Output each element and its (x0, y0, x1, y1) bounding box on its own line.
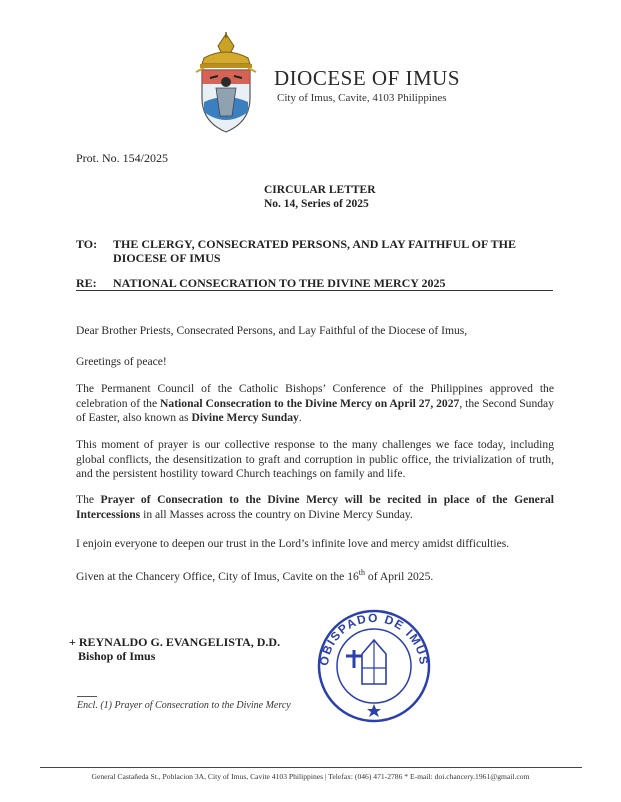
protocol-number: Prot. No. 154/2025 (76, 151, 169, 165)
paragraph-1 (76, 382, 554, 426)
paragraph-2: This moment of prayer is our collective response to the many challenges we face today, including global conflicts, the desensitization to graft and corruption in public office, the trivialization of truth, and the persistent hostility toward Church teachings on family and life. (76, 438, 554, 481)
p1-text-a: The Permanent Council of the Catholic Bishops’ Conference of the Philippines approved the celebration of the (76, 382, 554, 410)
p1-text-e: . (298, 411, 302, 425)
subject-divider (76, 290, 553, 291)
salutation: Dear Brother Priests, Consecrated Persons, and Lay Faithful of the Diocese of Imus, (76, 324, 468, 337)
p3-bold: Prayer of Consecration to the Divine Mercy will be recited in place of the General Intercessions (76, 493, 554, 521)
greeting: Greetings of peace! (76, 355, 167, 368)
p1-bold-sunday: Divine Mercy Sunday (191, 411, 299, 425)
diocese-address: City of Imus, Cavite, 4103 Philippines (277, 92, 447, 104)
re-label: RE: (76, 276, 97, 290)
paragraph-3 (76, 493, 554, 522)
circular-title: CIRCULAR LETTER (264, 184, 376, 196)
footer-contact: General Castañeda St., Poblacion 3A, City of Imus, Cavite 4103 Philippines | Telefax: (046) 471-2786 * E-mail: doi.chancery.1961@gmail.com (91, 772, 530, 781)
p3-text-a: The (76, 493, 101, 506)
circular-number: No. 14, Series of 2025 (264, 198, 369, 210)
p3-text-c: in all Masses across the country on Divine Mercy Sunday. (140, 507, 413, 521)
re-subject: NATIONAL CONSECRATION TO THE DIVINE MERCY 2025 (113, 276, 446, 290)
signatory-title: Bishop of Imus (78, 649, 156, 663)
p1-text-c: , the Second Sunday of Easter, also known as (76, 396, 555, 425)
to-label: TO: (76, 237, 98, 251)
p5-text-b: of April 2025. (365, 569, 434, 583)
enclosure-note: Encl. (1) Prayer of Consecration to the Divine Mercy (77, 700, 291, 711)
to-recipients: THE CLERGY, CONSECRATED PERSONS, AND LAY FAITHFUL OF THE DIOCESE OF IMUS (113, 237, 516, 265)
seal-text: OBISPADO DE IMUS (316, 610, 432, 667)
p1-bold-date: National Consecration to the Divine Mercy on April 27, 2027 (160, 396, 460, 410)
diocese-crest-logo (190, 32, 262, 134)
p5-text-a: Given at the Chancery Office, City of Imus, Cavite on the 16 (76, 569, 359, 583)
paragraph-4: I enjoin everyone to deepen our trust in the Lord’s infinite love and mercy amidst difficulties. (76, 537, 510, 550)
signatory-name: + REYNALDO G. EVANGELISTA, D.D. (69, 635, 281, 649)
diocese-title: DIOCESE OF IMUS (274, 66, 461, 90)
circular-heading (264, 183, 376, 211)
enclosure-divider (77, 696, 97, 697)
p5-superscript: th (358, 568, 366, 577)
footer-divider (40, 767, 582, 768)
diocesan-seal-stamp (314, 606, 434, 724)
paragraph-5 (76, 566, 554, 584)
